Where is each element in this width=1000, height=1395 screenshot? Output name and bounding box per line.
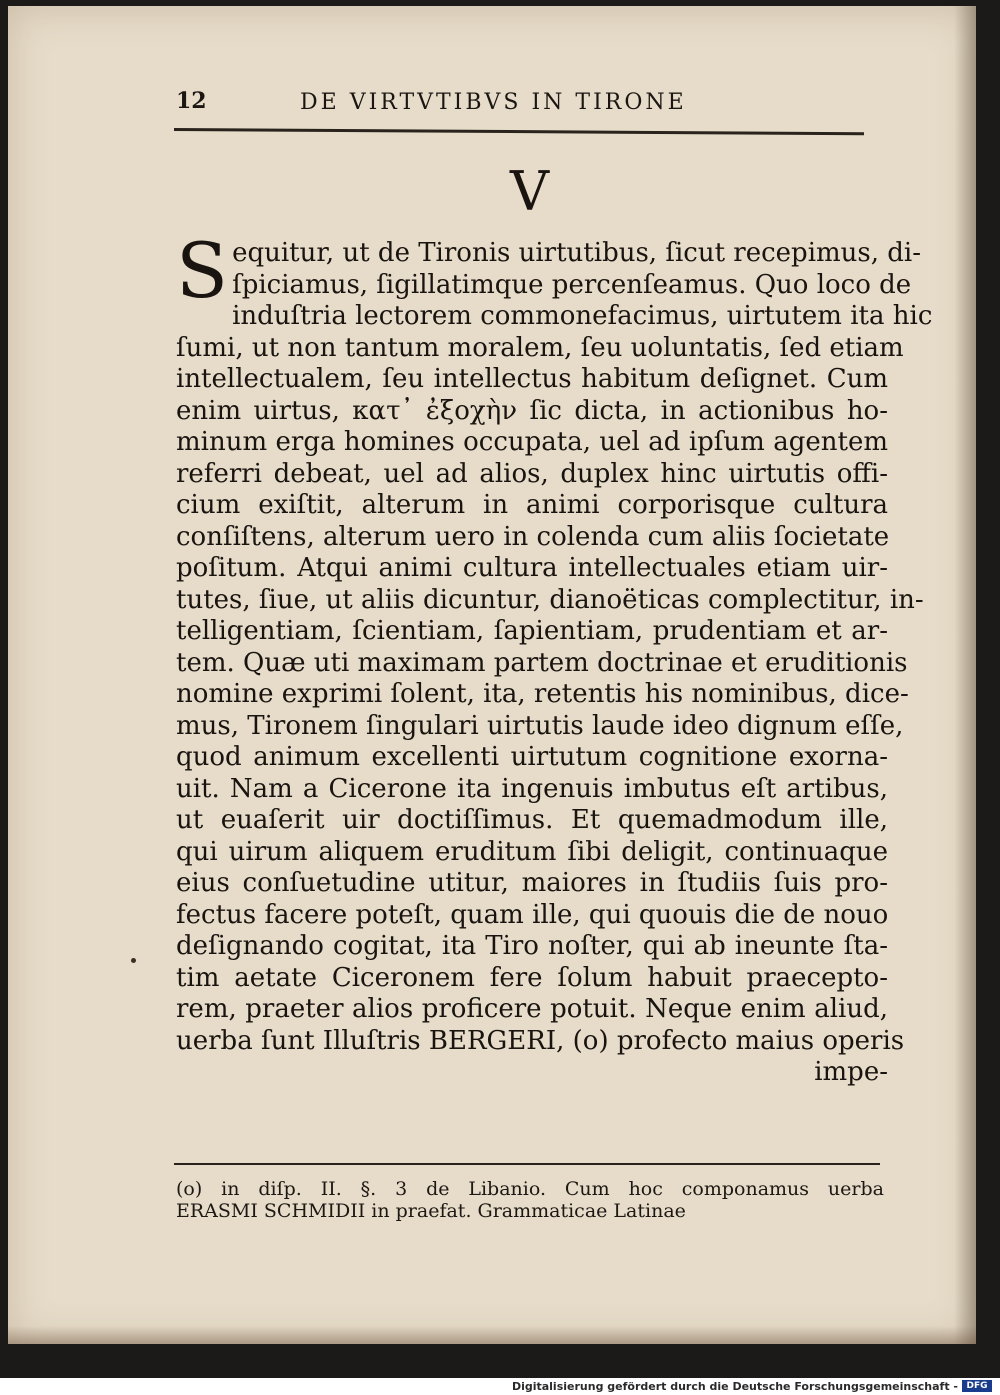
body-line: nomine exprimi ſolent, ita, retentis his nominibus, dice-	[176, 679, 909, 709]
ink-spot	[131, 958, 136, 963]
body-line: tim aetate Ciceronem fere ſolum habuit praecepto-	[176, 962, 888, 993]
catchword: impe-	[814, 1057, 888, 1087]
dfg-logo: DFG	[962, 1380, 992, 1392]
body-line: equitur, ut de Tironis uirtutibus, ſicut recepimus, di-	[232, 238, 922, 268]
body-line: ſpiciamus, ſigillatimque percenſeamus. Quo loco de	[232, 269, 912, 300]
body-line: fectus facere poteſt, quam ille, qui quouis die de nouo	[176, 899, 889, 930]
body-line: intellectualem, ſeu intellectus habitum deſignet. Cum	[176, 364, 888, 394]
body-line: ut euaſerit uir doctiſſimus. Et quemadmodum ille,	[176, 805, 888, 835]
chapter-numeral: V	[510, 160, 549, 223]
footnote-line: (o) in diſp. II. §. 3 de Libanio. Cum hoc componamus uerba	[176, 1178, 884, 1200]
footnotes	[176, 1178, 884, 1222]
drop-cap: S	[176, 226, 229, 315]
body-line: enim uirtus, κατ᾽ ἐξοχὴν ſic dicta, in actionibus ho-	[176, 395, 888, 426]
body-line: ſumi, ut non tantum moralem, ſeu uoluntatis, ſed etiam	[176, 332, 904, 363]
body-line: cium exiſtit, alterum in animi corporisque cultura	[176, 490, 888, 520]
body-line: eius conſuetudine utitur, maiores in ſtudiis ſuis pro-	[176, 868, 888, 898]
page-edge-shadow	[954, 6, 976, 1344]
body-line: poſitum. Atqui animi cultura intellectuales etiam uir-	[176, 553, 888, 583]
body-line: uit. Nam a Cicerone ita ingenuis imbutus eſt artibus,	[176, 773, 888, 804]
page-number: 12	[176, 88, 207, 114]
body-line: tem. Quæ uti maximam partem doctrinae et eruditionis	[176, 647, 908, 678]
body-line: uerba ſunt Illuſtris BERGERI, (o) profecto maius operis	[176, 1025, 905, 1056]
footnote-rule	[174, 1163, 880, 1165]
body-line: telligentiam, ſcientiam, ſapientiam, prudentiam et ar-	[176, 616, 888, 646]
page-bottom-shadow	[8, 1326, 976, 1344]
body-line: induſtria lectorem commonefacimus, uirtutem ita hic	[232, 301, 933, 331]
footnote-line: ERASMI SCHMIDII in praefat. Grammaticae Latinae	[176, 1200, 686, 1222]
body-line: rem, praeter alios proficere potuit. Neque enim aliud,	[176, 994, 888, 1024]
body-line: deſignando cogitat, ita Tiro noſter, qui ab ineunte ſta-	[176, 931, 888, 961]
running-title: DE VIRTVTIBVS IN TIRONE	[300, 90, 687, 115]
running-header	[172, 84, 892, 130]
body-line: minum erga homines occupata, uel ad ipſum agentem	[176, 427, 888, 457]
body-line: referri debeat, uel ad alios, duplex hinc uirtutis offi-	[176, 458, 888, 489]
body-text	[176, 226, 933, 1089]
body-line: qui uirum aliquem eruditum ſibi deligit, continuaque	[176, 836, 888, 867]
body-line: tutes, ſiue, ut aliis dicuntur, dianoëticas complectitur, in-	[176, 584, 924, 615]
body-line: conſiſtens, alterum uero in colenda cum aliis ſocietate	[176, 521, 890, 552]
body-line: mus, Tironem ſingulari uirtutis laude ideo dignum eſſe,	[176, 710, 904, 741]
digitization-credit: Digitalisierung gefördert durch die Deutsche Forschungsgemeinschaft -	[511, 1380, 958, 1393]
body-line: quod animum excellenti uirtutum cognitione exorna-	[176, 742, 888, 772]
